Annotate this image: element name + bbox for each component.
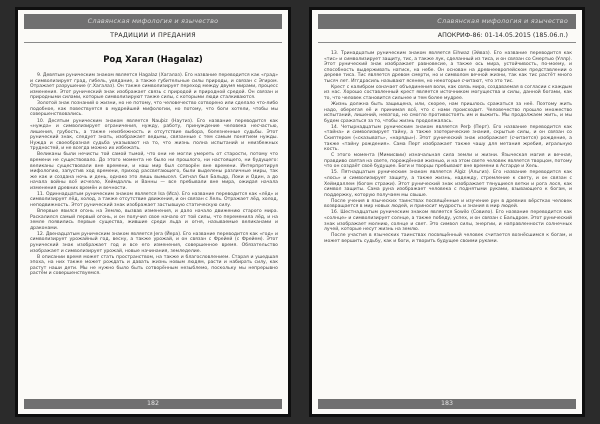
paragraph: С этого момента (Мимисвии) изначальная сила земли и жизни. Языческая магия и вечная, правдиво святая на свете, порождённая жизнью, и на этом свете человек является творцом, потому что он создаёт своё будущее. Боги и творцы пребывают вне времени в Асгарде и Хель. [324,153,572,170]
left-page [15,7,291,417]
paragraph: Золотой знак познаний о жизни, но не потому, что человечество сотворено или сделало что-либо подобное, как повествуется в мудрейшей мифологии, но потому, что боги хотели, чтобы мы совершенствовались. [30,101,278,118]
left-page-number: 182 [24,399,282,409]
paragraph: 10. Десятым руническим знаком является Nauþiz (Наутиз). Его название переводится как «нужда» и символизирует ограничения, нужду, работу, принуждение человека несчастью, лишения, грубость, а также неизбежность и отсутствие выбора, болезненные судьбы. Этот рунический знак, следует знать, изображает ведьмы, связанные с тем самым понятием нужды. Нужда и своеобразная судьба указывают на то, что жизнь полна испытаний и неизбежных трудностей, и не всегда можно их избежать. [30,118,278,152]
left-page-subheader: ТРАДИЦИИ И ПРЕДАНИЯ [110,32,196,39]
paragraph: Жизнь должна быть защищена, или, скорее, нам пришлось сражаться за неё. Поэтому жить надо, оберегая её и принимая всё, что с нами происходит. Человечество прошло множество испытаний, лишений, невзгод, но смогло противостоять им и выжить. Мы продолжаем жить, и мы будем сражаться за то, чтобы жизнь продолжалась. [324,102,572,124]
paragraph: Впервые явился огонь на Землю, вызвав изменения, и дало начало движению старого мира. Раскалился самый первый огонь, и он получил свое начало от той силы, что переменила лёд, и на земле появились первые существа, жившие среди льда и огня, называемые великанами и драконами. [30,209,278,231]
right-page-body [324,51,572,245]
paragraph: 9. Девятым руническим знаком является Hagalaz (Хагалаз). Его название переводится как «град» и символизирует град, гибель, увядание, а также губительные силы природы, и связан с Эгиром. Отражает разрушение (г.Хагалаз). Он также символизирует переход между двумя мирами, процесс изменения. Этот рунический знак изображает связь с природой и природной средой. Он связан и природными силами, которые символизируют также силы, с которыми люди сталкиваются. [30,73,278,101]
right-header-rule [318,42,576,43]
left-header-rule [24,42,282,43]
paragraph: Крест с калибром означает объединения воли, как связь мира, создаваемая в согласии с каждым из нас. Хорошо составленный крест является источником могущества и силы, данной богами, как то, что человек становится сильнее и тем более мудрее. [324,84,572,101]
paragraph: 11. Одиннадцатым руническим знаком является Isa (Иса). Его название переводится как «лёд» и символизирует лёд, холод, а также отсутствие движения, и он связан с Хель. Отражает лёд, холод, неподвижность. Этот рунический знак изображает застывшую статическую силу. [30,191,278,208]
right-page [309,7,585,417]
right-page-number: 183 [318,399,576,409]
paragraph: После учения в языческих таинствах посвящённые и изучение рун в древних вёрстках человек возвращается в мир новых людей, и приносит мудрость и знания в мир людей. [324,198,572,210]
right-page-subheader: АПОКРИФ-86: 01-14.05.2015 (185.06.п.) [437,32,568,39]
paragraph: В описании время может стать пространством, на также и благословлением. Старая и ушедшая эпоха, на них также может рождать и давать жизнь новым людям, расти и набирать силу, как растут наши дети. Мы не нужно было быть сотворённым незыблемо, поскольку мы непрерывно растём и совершенствуемся. [30,254,278,277]
left-page-header: Славянская мифология и язычество [24,14,282,29]
paragraph: 14. Четырнадцатым руническим знаком является Perþ (Перт). Его название переводится как «тайна» и символизирует тайну, а также эзотерические знания, скрытые силы, и он связан со Скиптером («сказывать», «наряды»). Этот рунический знак изображает (считается) рождение, а также «тайну рождения». Сама Перт изображает также чашу для метания жребия, игральную кость. [324,124,572,153]
paragraph: 16. Шестнадцатым руническим знаком является Sowilo (Совило). Его название переводится как «солнце» и символизирует солнце, а также победу, успех, и он связан с Бальдром. Этот рунический знак изображает молнию, солнце и свет. Это символ силы, энергии, и направленности солнечных лучей, которые несут жизнь на землю. [324,210,572,233]
left-page-body [30,73,278,277]
paragraph: 15. Пятнадцатым руническим знаком является Algiz (Альгиз). Его название переводится как «лось» и символизирует защиту, а также жизнь, надежду, стремление к свету, и он связан с Хеймдаллем (богом стражи). Этот рунический знак изображает тянущиеся ветки и рога лося, как символ защиты. Сама руна изображает человека с поднятыми руками, взывающего к богам, и поддержку, которую получаем мы свыше. [324,170,572,198]
right-page-header: Славянская мифология и язычество [318,14,576,29]
paragraph: Великаны были нечисты той самой тьмой, что они не могли умереть от старости, потому что времени не существовало. До этого момента не было ни прошлого, ни настоящего, ни будущего: великаны существовали вне времени, и наш мир был сотворён вне времени. Интерпретируя мифологию, запустив ход времени, приход рассветающего, были выделены различные миры, так же как и создана ночь и день, однако это лишь вымысел. Сигнал был Бальдр, Локи и Один, а до начала войны всё исчезло, Хеймдалль и Ванны — все пребывали вне мира, ожидая начала изменения древних времён и вечности. [30,152,278,191]
paragraph: 12. Двенадцатым руническим знаком является Jera (Йера). Его название переводится как «год» и символизирует урожайный год, весну, а также урожай, и он связан с Фрейей (с Фрейем). Этот рунический знак изображает год и все его изменения, совершенное время. Обязательство изображает и символизирует урожай, новые начинания, земледелие. [30,231,278,254]
paragraph: После участия в языческих таинствах посвящённый человек считается вознёсшимся к богам, и может вершить судьбу, как и боги, и творить будущее своими руками. [324,233,572,244]
article-title: Род Хагал (Hagalaz) [103,55,203,65]
paragraph: 13. Тринадцатым руническим знаком является Eihwaz (Эйваз). Его название переводится как «тис» и символизирует защиту, тис, а также лук, сделанный из тиса, и он связан со Смертью (Уллр). Этот рунический знак изображает равновесие, а также ось мира, устойчивость, по-моему, и способность выдерживать натиск, на небе. Он основан на древнеевропейском представлении о дереве тиса. Тис является древом смерти, но и символом вечной жизни, так как тис растёт много тысяч лет. Иггдрасиль называют ясенем, но некоторые считают, что это тис. [324,51,572,84]
